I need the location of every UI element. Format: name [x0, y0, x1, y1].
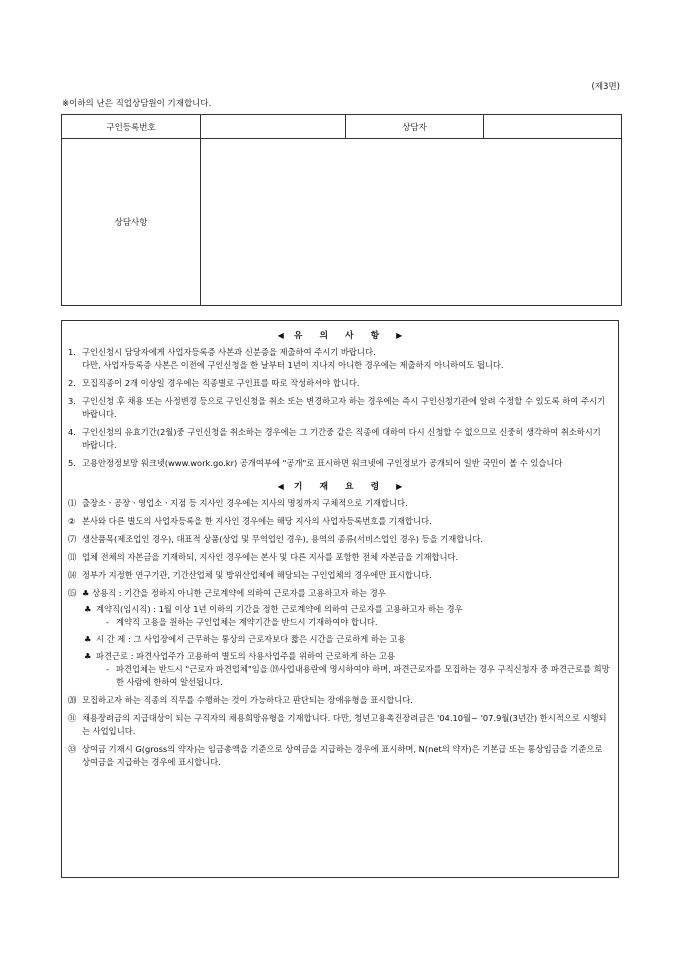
counselor-field[interactable]	[484, 115, 622, 139]
precaution-item: 5. 고용안정정보망 워크넷(www.work.go.kr) 공개여부에 "공개"로 표시하면 워크넷에 구인정보가 공개되어 일반 국민이 볼 수 있습니다	[68, 458, 563, 468]
guide-item: ⑾ 업체 전체의 자본금을 기재하되, 지사인 경우에는 본사 및 다른 지사를 포함한 전체 자본금을 기재합니다.	[68, 552, 459, 562]
right-triangle-icon: ▶	[396, 482, 403, 491]
reg-no-field[interactable]	[201, 115, 346, 139]
guide-item: ⒂ ♣ 상용직 : 기간을 정하지 아니한 근로계약에 의하여 근로자를 고용하고자 하는 경우	[68, 588, 386, 598]
counselor-label: 상담자	[346, 115, 484, 139]
left-triangle-icon: ◀	[277, 482, 284, 491]
guide-item: ㉛ 채용장려금의 지급대상이 되는 구직자의 채용희망유형을 기재합니다. 다만, 청년고용촉진장려금은 '04.10월~ '07.9월(3년간) 한시적으로 시행되는 사업입니다.	[68, 713, 607, 736]
right-triangle-icon: ▶	[396, 331, 403, 340]
employment-type-note: - 계약직 고용을 원하는 구인업체는 계약기간을 반드시 기재하여야 합니다.	[106, 617, 378, 627]
guide-item: ㉝ 상여금 기재시 G(gross의 약자)는 임금총액을 기준으로 상여금을 지급하는 경우에 표시하며, N(net의 약자)은 기본급 또는 통상임금을 기준으로 상여금을 지급하는 경우에 표시합니다.	[68, 744, 603, 767]
precaution-item: 2. 모집직종이 2개 이상일 경우에는 직종별로 구인표를 따로 작성하셔야 합니다.	[68, 378, 360, 388]
instructions-box	[61, 320, 619, 878]
guide-item: ⑴ 출장소ㆍ공장ㆍ영업소ㆍ지점 등 지사인 경우에는 지사의 명칭까지 구체적으로 기재합니다.	[68, 498, 408, 508]
precaution-item: 4. 구인신청의 유효기간(2월)중 구인신청을 취소하는 경우에는 그 기간중 같은 직종에 대하여 다시 신청할 수 없으므로 신중히 생각하여 취소하시기 바랍니다.	[68, 427, 601, 450]
counsel-label: 상담사항	[62, 139, 201, 306]
guide-item: ⒇ 모집하고자 하는 직종의 직무를 수행하는 것이 가능하다고 판단되는 장애유형을 표시합니다.	[68, 695, 413, 705]
counselor-notice: ※이하의 난은 직업상담원이 기재합니다.	[62, 99, 212, 109]
employment-type-note: - 파견업체는 반드시 "근로자 파견업체"임을 ⒆사업내용란에 명시하여야 하며, 파견근로자를 모집하는 경우 구직신청자 중 파견근로를 희망한 사람에 한하여 알선됩니다.	[106, 664, 610, 687]
precaution-item: 3. 구인신청 후 채용 또는 사정변경 등으로 구인신청을 취소 또는 변경하고자 하는 경우에는 즉시 구인신청기관에 알려 수정할 수 있도록 하여 주시기 바랍니다.	[68, 396, 605, 419]
precaution-item: 1. 구인신청시 담당자에게 사업자등록증 사본과 신분증을 제출하여 주시기 바랍니다. 다만, 사업자등록증 사본은 이전에 구인신청을 한 날부터 1년이 지나지 아니한 경우에는 제출하지 아니하여도 됩니다.	[68, 347, 504, 370]
employment-type-contract: ♣ 계약직(임시직) : 1월 이상 1년 이하의 기간을 정한 근로계약에 의하여 근로자를 고용하고자 하는 경우	[84, 604, 463, 614]
precautions-title: ◀ 유 의 사 항 ▶	[277, 331, 403, 341]
club-icon: ♣	[84, 604, 92, 614]
page-number: (제3면)	[591, 82, 620, 92]
employment-type-parttime: ♣ 시 간 제 : 그 사업장에서 근무하는 통상의 근로자보다 짧은 시간을 근로하게 하는 고용	[84, 634, 406, 644]
counsel-content-field[interactable]	[201, 139, 622, 306]
guide-title: ◀ 기 재 요 령 ▶	[277, 482, 403, 492]
employment-type-dispatch: ♣ 파견근로 : 파견사업주가 고용하여 별도의 사용사업주를 위하여 근로하게 하는 고용	[84, 651, 396, 661]
club-icon: ♣	[84, 634, 92, 644]
guide-item: ⑺ 생산품목(제조업인 경우), 대표적 상품(상업 및 무역업인 경우), 용역의 종류(서비스업인 경우) 등을 기재합니다.	[68, 534, 483, 544]
left-triangle-icon: ◀	[277, 331, 284, 340]
club-icon: ♣	[84, 651, 92, 661]
reg-no-label: 구인등록번호	[62, 115, 201, 139]
guide-item: ② 본사와 다른 별도의 사업자등록을 한 지사인 경우에는 해당 지사의 사업자등록번호를 기재합니다.	[68, 516, 432, 526]
guide-item: ⒁ 정부가 지정한 연구기관, 기간산업체 및 방위산업체에 해당되는 구인업체의 경우에만 표시합니다.	[68, 570, 432, 580]
counsel-form-table	[61, 114, 622, 306]
